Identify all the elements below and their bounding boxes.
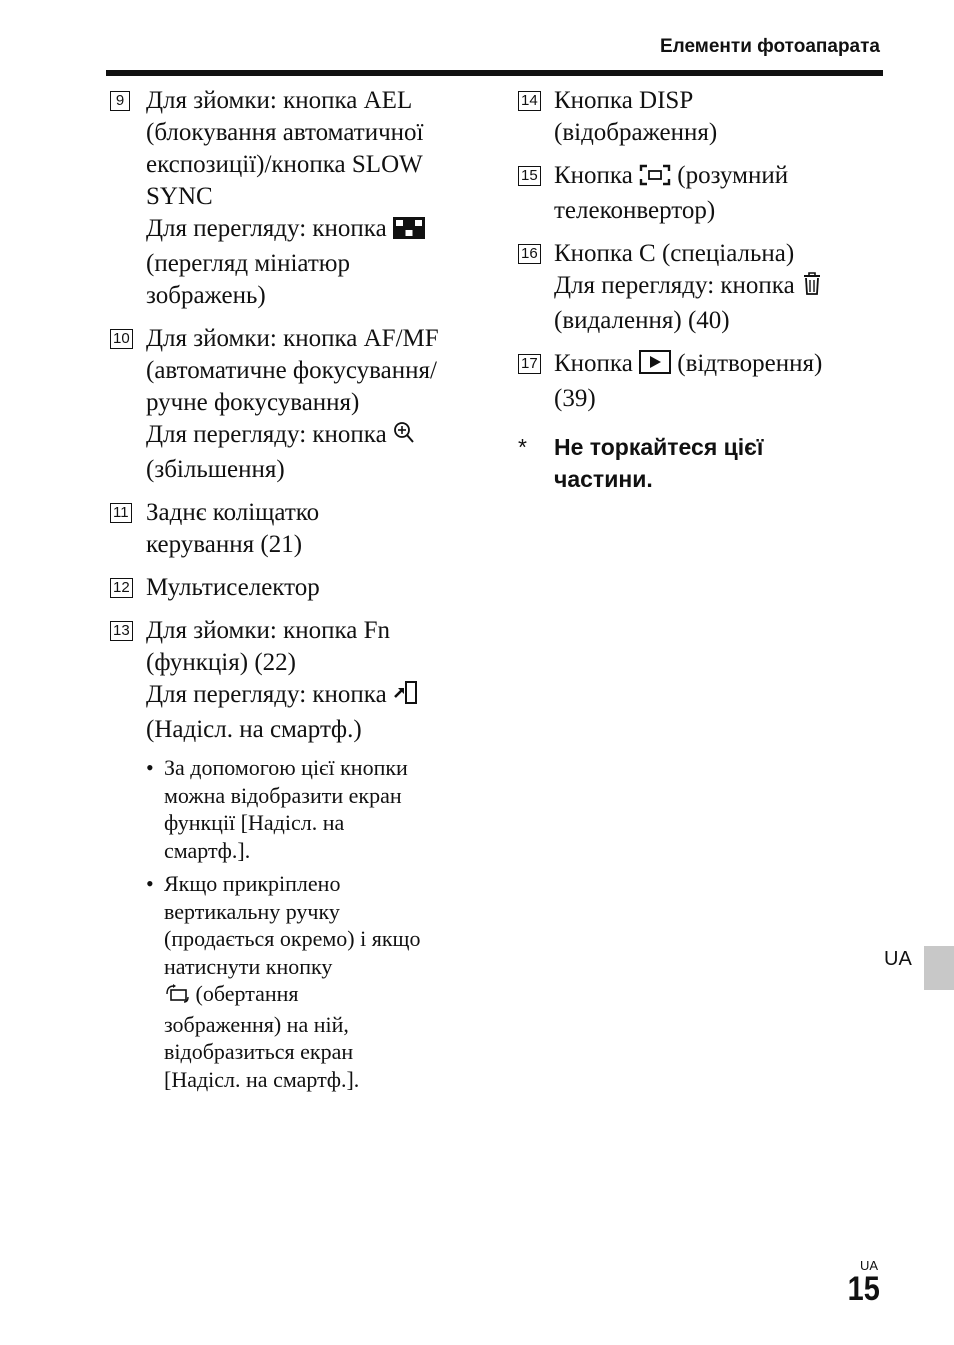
item-text-with-icon <box>554 160 868 195</box>
note-text: Не торкайтеся цієї <box>554 434 764 460</box>
right-column <box>518 85 868 495</box>
bullet-text: смартф.]. <box>164 837 251 863</box>
bullet-text: вертикальну ручку <box>164 898 340 924</box>
item-text: Для перегляду: кнопка <box>146 215 387 242</box>
header-rule <box>106 70 883 76</box>
bullet-text: (продається окремо) і якщо <box>164 926 421 951</box>
item-text: керування (21) <box>146 531 303 558</box>
item-text: Кнопка C (спеціальна) <box>554 240 795 267</box>
bullet-text: зображення) на ній, <box>164 1011 349 1037</box>
item-text: (перегляд мініатюр <box>146 250 350 277</box>
bullet-text: можна відобразити екран <box>164 782 402 808</box>
side-tab-label: UA <box>884 948 912 970</box>
item-text: Для перегляду: кнопка <box>146 421 387 448</box>
item-text: Заднє коліщатко <box>146 499 320 526</box>
item-text-with-icon <box>554 348 868 383</box>
image-rotation-icon <box>164 983 190 1011</box>
item-number: 16 <box>518 244 541 264</box>
item-text: Мультиселектор <box>146 574 320 601</box>
page-language: UA <box>859 1258 878 1273</box>
item-text: (Надісл. на смартф.) <box>146 716 362 743</box>
item-text: Для зйомки: кнопка Fn <box>146 617 391 644</box>
list-item <box>110 615 480 1093</box>
trash-icon <box>801 270 823 305</box>
item-text: ручне фокусування) <box>146 389 360 416</box>
side-tab-bar <box>924 946 954 990</box>
item-text-with-icon <box>146 679 480 714</box>
item-number: 15 <box>518 166 541 186</box>
bullet-item <box>146 870 480 1093</box>
item-text-with-icon <box>146 213 480 248</box>
item-number: 14 <box>518 91 541 111</box>
item-text-with-icon <box>554 270 868 305</box>
item-text: (відображення) <box>554 119 718 146</box>
item-text: Для зйомки: кнопка AF/MF <box>146 325 439 352</box>
bullet-text: відобразиться екран <box>164 1039 354 1064</box>
bullet-list <box>146 754 480 1093</box>
header-title: Елементи фотоапарата <box>660 36 880 57</box>
item-number: 17 <box>518 354 541 374</box>
playback-icon <box>639 350 671 383</box>
item-text: (функція) (22) <box>146 649 296 676</box>
item-number: 11 <box>110 503 132 523</box>
bullet-text: [Надісл. на смартф.]. <box>164 1066 360 1092</box>
list-item <box>518 348 868 415</box>
item-text: (39) <box>554 385 596 412</box>
item-text: (збільшення) <box>146 456 285 483</box>
bullet-text: натиснути кнопку <box>164 953 333 979</box>
send-to-smartphone-icon <box>393 681 419 714</box>
item-text: SYNC <box>146 183 213 210</box>
item-number: 9 <box>110 91 130 111</box>
item-text: (розумний <box>677 162 789 189</box>
item-text: Для зйомки: кнопка AEL <box>146 87 413 114</box>
item-text: (автоматичне фокусування/ <box>146 357 437 384</box>
item-text: Для перегляду: кнопка <box>554 272 795 299</box>
item-number: 13 <box>110 621 133 641</box>
item-text: телеконвертор) <box>554 197 716 224</box>
item-text: Кнопка <box>554 162 633 189</box>
bullet-text-with-icon <box>164 980 480 1011</box>
smart-teleconverter-icon <box>639 163 671 195</box>
item-text: зображень) <box>146 282 266 309</box>
item-text: експозиції)/кнопка SLOW <box>146 151 423 178</box>
note-text: частини. <box>554 466 653 492</box>
item-text: Для перегляду: кнопка <box>146 681 387 708</box>
list-item <box>110 572 480 604</box>
bullet-text: функції [Надісл. на <box>164 810 345 835</box>
thumbnail-grid-icon <box>393 216 425 248</box>
bullet-text: Якщо прикріплено <box>164 871 341 896</box>
list-item <box>110 497 480 561</box>
list-item <box>518 238 868 337</box>
list-item <box>518 160 868 227</box>
list-item <box>110 85 480 312</box>
zoom-in-icon <box>393 421 415 454</box>
item-text-with-icon <box>146 419 480 454</box>
bullet-dot: • <box>146 871 154 896</box>
item-text: Кнопка <box>554 350 633 377</box>
left-column <box>110 85 480 1104</box>
item-text: (відтворення) <box>677 350 823 377</box>
item-number: 10 <box>110 329 133 349</box>
note <box>518 431 868 495</box>
item-text: Кнопка DISP <box>554 87 694 114</box>
note-asterisk: * <box>518 434 527 460</box>
item-number: 12 <box>110 578 133 598</box>
list-item <box>110 323 480 486</box>
bullet-text: За допомогою цієї кнопки <box>164 755 408 780</box>
bullet-text: (обертання <box>195 981 299 1006</box>
page-number: 15 <box>847 1270 880 1308</box>
bullet-item <box>146 754 480 864</box>
list-item <box>518 85 868 149</box>
bullet-dot: • <box>146 755 154 780</box>
item-text: (блокування автоматичної <box>146 119 424 146</box>
item-text: (видалення) (40) <box>554 307 730 334</box>
